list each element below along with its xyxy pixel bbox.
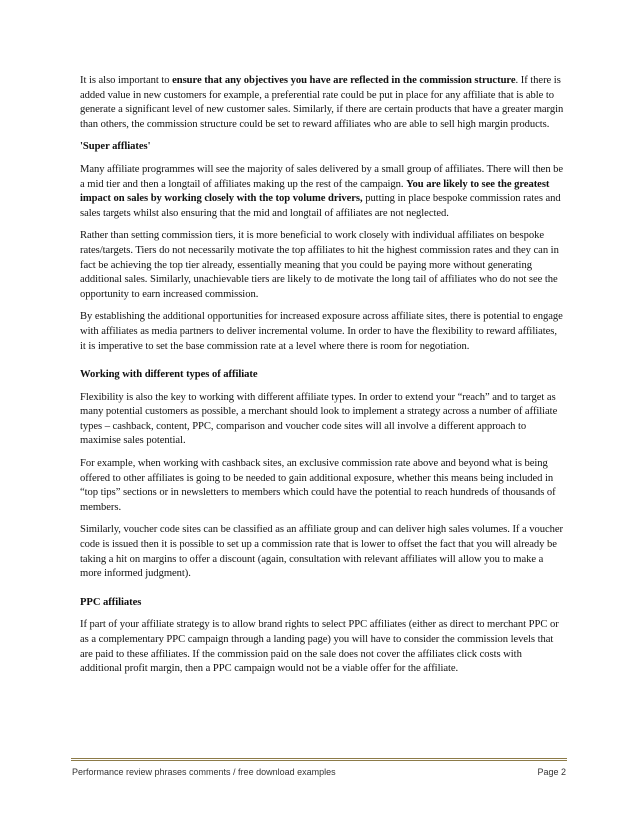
paragraph-objectives: [80, 74, 564, 132]
paragraph-text: . If there is added value in new customers for example, a preferential rate could be put in place for any affiliate that is able to generate a significant level of new customer sales. Similarly, if there are certain products that have a greater margin than others, the commission structure could be set to reward affiliates who are able to sell high margin products.: [80, 75, 564, 130]
paragraph-text: Many affiliate programmes will see the majority of sales delivered by a small group of affiliates. There will then be a mid tier and then a longtail of affiliates making up the rest of the campaign.: [80, 163, 564, 190]
paragraph-text: putting in place bespoke commission rates and sales targets whilst also ensuring that the mid and longtail of affiliates are not neglected.: [80, 193, 561, 219]
paragraph-exposure: By establishing the additional opportunities for increased exposure across affiliate sites, there is potential to engage with affiliates as media partners to deliver incremental volume. In order to have the flexibility to reward affiliates, it is imperative to set the base commission rate at a level where there is room for negotiation.: [80, 311, 563, 352]
heading-affiliate-types: Working with different types of affiliate: [80, 369, 258, 381]
paragraph-super-affiliates: [80, 163, 564, 221]
paragraph-ppc: If part of your affiliate strategy is to allow brand rights to select PPC affiliates (either as direct to merchant PPC or as a complementary PPC campaign through a landing page) you will have to consider the commission levels that are paid to these affiliates. If the commission paid on the sale does not cover the affiliates click costs with additional profit margin, then a PPC campaign would not be a viable offer for the affiliate.: [80, 619, 559, 675]
footer-title: Performance review phrases comments / free download examples: [72, 767, 336, 777]
heading-ppc-affiliates: PPC affiliates: [80, 596, 142, 608]
page-footer: [72, 767, 566, 777]
paragraph-voucher: Similarly, voucher code sites can be classified as an affiliate group and can deliver high sales volumes. If a voucher code is issued then it is possible to set up a commission rate that is lower to offset the fact that you will already be taking a hit on margins to offer a discount (again, consultation with relevant affiliates will allow you to make a more informed judgment).: [80, 524, 564, 580]
paragraph-cashback: For example, when working with cashback sites, an exclusive commission rate above and beyond what is being offered to other affiliates is going to be needed to gain additional exposure, whether this means being included in “top tips” sections or in newsletters to members which could have the potential to reach hundreds of thousands of members.: [80, 458, 556, 513]
paragraph-commission-tiers: Rather than setting commission tiers, it is more beneficial to work closely with individual affiliates on bespoke rates/targets. Tiers do not necessarily motivate the top affiliates to hit the highest commission rates and they can in fact be achieving the top tier already, essentially meaning that you could be paying more without generating additional sales. Similarly, unachievable tiers are likely to de motivate the long tail of affiliates who do not see the opportunity to earn increased commission.: [80, 230, 559, 300]
heading-super-affiliates: 'Super affliates': [80, 141, 151, 153]
page-number: Page 2: [537, 767, 566, 777]
paragraph-flexibility: Flexibility is also the key to working with different affiliate types. In order to extend your “reach” and to target as many potential customers as possible, a merchant should look to implement a strategy across a number of affiliate types – cashback, content, PPC, comparison and voucher code sites will all involve a different approach to maximise sales potential.: [80, 391, 558, 447]
document-body: [80, 74, 564, 685]
bold-emphasis: You are likely to see the greatest impact on sales by working closely with the top volume drivers,: [80, 178, 550, 205]
footer-divider: [71, 758, 567, 761]
bold-emphasis: ensure that any objectives you have are reflected in the commission structure: [172, 75, 516, 86]
paragraph-text: It is also important to: [80, 75, 173, 86]
